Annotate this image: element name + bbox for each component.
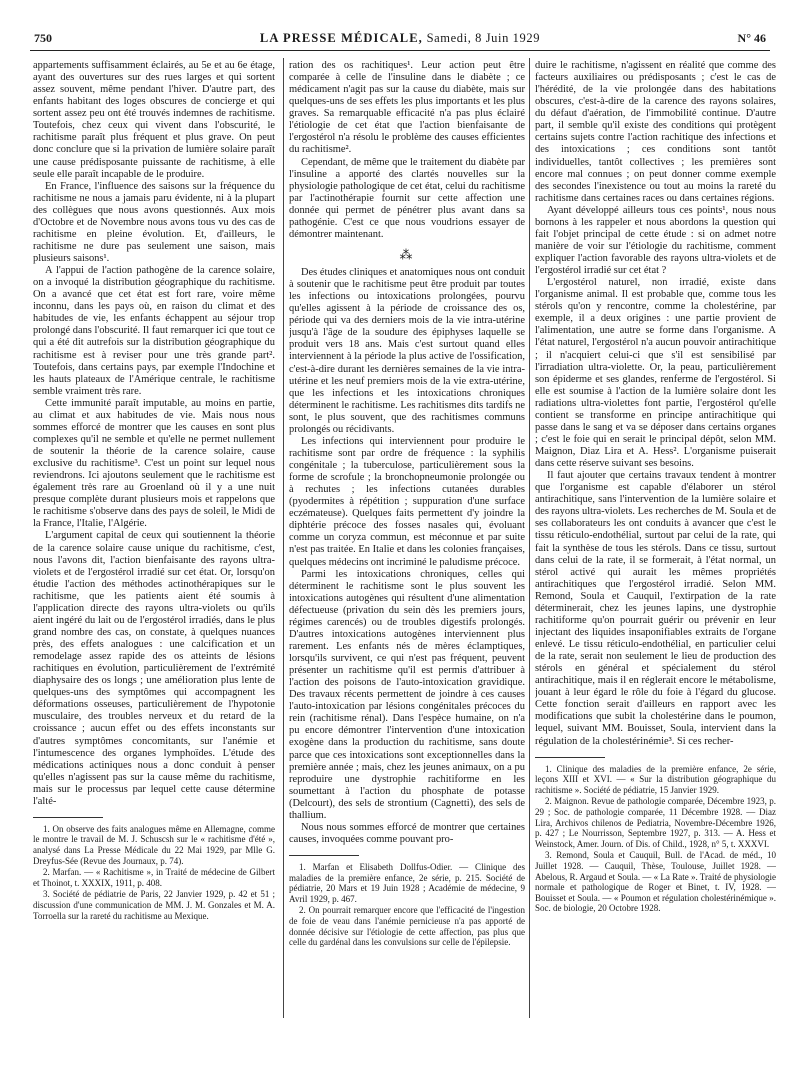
paragraph: L'argument capital de ceux qui soutiennent la théorie de la carence solaire cause unique du rachitisme, c'est, nous l'avons dit, l'action bienfaisante des rayons ultra-violets et de l'ergostérol irradié sur cet état. Or, lorsqu'on étudie l'action des méthodes actinothérapiques sur le rachitisme, que les patients aient été soumis à l'application directe des rayons ultra-violets ou qu'ils aient ingéré du lait ou de l'ergostérol irradiés, dans le plus grand nombre des cas, on constate, à quelques nuances près, des effets analogues : une calcification et un remodelage assez rapide des os atteints de lésions rachitiques en évolution, particulièrement de l'extrémité diaphysaire des os longs ; une amélioration plus lente de quelques-uns des symptômes qui accompagnent les déformations osseuses, particulièrement de l'hypotonie musculaire, des troubles nerveux et du retard de la croissance ; aucun effet ou des effets inconstants sur d'autres symptômes concomitants, sur l'anémie et l'intumescence des organes lymphoïdes. L'étude des médications actiniques nous a donc conduit à penser qu'elles n'agissent pas sur la cause même du rachitisme, mais sur le processus par lequel cette cause détermine l'alté- (33, 530, 275, 807)
footnote: 1. Clinique des maladies de la première enfance, 2e série, leçons XIII et XVI. — « Sur la distribution géographique du rachitisme ». Société de pédiatrie, 15 Janvier 1929. (535, 763, 776, 795)
issue-date: Samedi, 8 Juin 1929 (426, 31, 541, 45)
header-rule (30, 50, 770, 51)
paragraph: ration des os rachitiques¹. Leur action peut être comparée à celle de l'insuline dans le diabète ; ce médicament n'agit pas sur la cause du diabète, mais sur quelques-uns de ses effets les plus importants et les plus graves. Sa remarquable efficacité n'a pas plus éclairé l'étiologie de cet état que l'action bienfaisante de l'ergostérol n'a résolu le problème des causes efficientes du rachitisme². (289, 60, 525, 156)
footnote: 2. Maignon. Revue de pathologie comparée, Décembre 1923, p. 29 ; Soc. de pathologie comparée, 11 Décembre 1928. — Diaz Lira, Archivos chilenos de Pediatria, Novembre-Décembre 1926, p. 427 ; Le Nourrisson, Septembre 1927, p. 313. — A. Hess et Weinstock, Amer. Journ. of Dis. of Child., 1928, n° 5, t. XXXVI. (535, 796, 776, 849)
paragraph: L'ergostérol naturel, non irradié, existe dans l'organisme animal. Il est probable que, comme tous les stérols qu'on y rencontre, comme la cholestérine, par exemple, il a deux origines : une partie provient de l'alimentation, une autre se forme dans l'organisme. A l'état naturel, l'ergostérol n'a aucun pouvoir antirachitique ; il n'acquiert celui-ci que s'il est sensibilisé par l'irradiation ultra-violette. Or, la peau, particulièrement son épiderme et ses glandes, renferme de l'ergostérol. Si elle est soumise à l'action de la lumière solaire dont les radiations ultra-violettes font partie, l'ergostérol qu'elle contient se transforme en principe antirachitique qui passe dans le sang et va se déposer dans certains organes ; c'est le foie qui en serait le principal dépôt, selon MM. Maignon, Diaz Lira et A. Hess². L'organisme puiserait dans cette réserve suivant ses besoins. (535, 277, 776, 470)
footnote-rule (33, 817, 103, 818)
paragraph: Parmi les intoxications chroniques, celles qui déterminent le rachitisme sont le plus souvent les intoxications autogènes qui résultent d'une alimentation défectueuse (privation du sein dès les premiers jours, régimes carencés) ou de troubles digestifs prolongés. D'autres intoxications autogènes interviennent plus rarement. Les enfants nés de mères éclamptiques, lorsqu'ils survivent, ce qui n'est pas fréquent, peuvent présenter un rachitisme qu'il est permis d'attribuer à l'action des poisons de l'auto-intoxication gravidique. Des travaux récents permettent de joindre à ces causes l'auto-intoxication par lésions congénitales précoces du rein (rachitisme rénal). Dans l'espèce humaine, on n'a pu encore démontrer l'intervention d'une intoxication exogène dans la production du rachitisme, sans doute parce que ces intoxications sont exceptionnelles dans la première année ; mais, chez les jeunes animaux, on a pu reproduire une dystrophie rachitiforme en les soumettant à l'action du phosphate de potasse (Delcourt), des sels de strontium (Cagnetti), des sels de thallium. (289, 568, 525, 821)
text-column-3 (535, 60, 776, 1050)
issue-number: N° 46 (737, 31, 766, 45)
text-column-2 (289, 60, 525, 1050)
paragraph: Nous nous sommes efforcé de montrer que certaines causes, invoquées comme pouvant pro- (289, 821, 525, 845)
paragraph: duire le rachitisme, n'agissent en réalité que comme des facteurs auxiliaires ou prédisposants ; c'est le cas de l'hérédité, de la vie prolongée dans des habitations obscures, c'est-à-dire de la carence des rayons solaires, du défaut d'aération, de l'immobilité continue. D'autre part, il semble qu'il existe des conditions qui protègent certains sujets contre l'action rachitique des infections et des intoxications ; ces conditions sont tantôt individuelles, tantôt collectives ; les premières sont encore mal connues ; on peut donner comme exemple des secondes l'inexistence ou tout au moins la rareté du rachitisme dans certaines races ou dans certaines régions. (535, 60, 776, 204)
paragraph: En France, l'influence des saisons sur la fréquence du rachitisme ne nous a jamais paru évidente, ni à la plupart des collègues que nous avons questionnés. Aux mois d'Octobre et de Novembre nous avons tous vu des cas de rachitisme en pleine évolution. Et, d'ailleurs, le rachitisme ne dure pas seulement une saison, mais plusieurs saisons¹. (33, 180, 275, 264)
footnote: 2. Marfan. — « Rachitisme », in Traité de médecine de Gilbert et Thoinot, t. XXXIX, 1911, p. 408. (33, 867, 275, 888)
footnote-rule (535, 757, 605, 758)
paragraph: Cependant, de même que le traitement du diabète par l'insuline a apporté des clartés nouvelles sur la physiologie pathologique de cet état, celui du rachitisme par l'actinothérapie fournit sur cette affection une donnée qui permet de pénétrer plus avant dans sa pathogénie. C'est ce que nous voudrions essayer de démontrer maintenant. (289, 156, 525, 240)
paragraph: A l'appui de l'action pathogène de la carence solaire, on a invoqué la distribution géographique du rachitisme. On a avancé que cet état est fort rare, voire même inconnu, dans les pays où, en raison du climat et des habitudes de vie, les enfants échappent au séjour trop prolongé dans l'obscurité. Il faut remarquer ici que tout ce qui a été dit autrefois sur la distribution géographique du rachitisme est à reviser pour une très grande part². Toutefois, dans certains pays, par exemple l'Indochine et les hauts plateaux de l'Amérique centrale, le rachitisme semble vraiment très rare. (33, 265, 275, 397)
page-number: 750 (34, 31, 52, 45)
paragraph: Il faut ajouter que certains travaux tendent à montrer que l'organisme est capable d'élaborer un stérol antirachitique, sans l'intervention de la lumière solaire et des rayons ultra-violets. Les recherches de M. Soula et de ses collaborateurs les ont conduits à avancer que c'est le tissu réticulo-endothélial, surtout par celui de la rate, qui fait la synthèse de tous les stérols. Dans ce tissu, surtout dans celui de la rate, il se formerait, à l'état normal, un stérol activé qui aurait les mêmes propriétés antirachitiques que l'ergostérol irradié. Selon MM. Remond, Soula et Cauquil, l'extirpation de la rate déterminerait, chez les jeunes lapins, une dystrophie rachitiforme qu'on pourrait guérir ou prévenir en leur injectant des liquides insaponifiables extraits de l'organe enlevé. Le tissu réticulo-endothélial, en particulier celui de la rate, serait non seulement le lieu de production des stérols en général et spécialement du stérol antirachitique, mais il en réglerait encore le métabolisme, jouant à leur égard le rôle du foie à l'égard du glucose. Cette fonction serait d'ailleurs en rapport avec les modifications que subit la cholestérine dans le poumon, lequel, suivant MM. Bouisset, Soula, intervient dans la régulation de la cholestérinémie³. Si ces recher- (535, 470, 776, 747)
text-column-1 (33, 60, 275, 1050)
footnote: 3. Société de pédiatrie de Paris, 22 Janvier 1929, p. 42 et 51 ; discussion d'une communication de MM. J. M. Gonzales et M. A. Torroella sur la rareté du rachitisme au Mexique. (33, 889, 275, 921)
footnote-rule (289, 855, 359, 856)
page-header (30, 31, 770, 47)
paragraph: Cette immunité paraît imputable, au moins en partie, au climat et aux habitudes de vie. Mais nous nous sommes efforcé de montrer que les causes en sont plus complexes qu'il ne semble et qu'elle ne permet nullement de soutenir la théorie de la carence solaire, cause exclusive du rachitisme³. C'est un point sur lequel nous reviendrons. Ici ajoutons seulement que le rachitisme est également très rare au Groenland où il y a une nuit presque complète durant plusieurs mois et rappelons que le rachitisme s'observe dans des pays de soleil, le Midi de la France, l'Italie, l'Algérie. (33, 397, 275, 530)
column-divider (529, 58, 530, 1018)
column-divider (283, 58, 284, 1018)
paragraph: appartements suffisamment éclairés, au 5e et au 6e étage, ayant des ouvertures sur des rues larges et qui sortent assez souvent, même pendant l'hiver. D'autre part, des enfants habitant des loges obscures de concierge et qui sortent assez peu ont été trouvés indemnes de rachitisme. Toutefois, chez ceux qui vivent dans l'obscurité, le rachitisme paraît plus fréquent et plus grave. On peut donc conclure que si la privation de lumière solaire paraît une cause prédisposante puissante de rachitisme, à elle seule elle paraît incapable de le produire. (33, 60, 275, 180)
paragraph: Des études cliniques et anatomiques nous ont conduit à soutenir que le rachitisme peut être produit par toutes les infections ou intoxications prolongées, pourvu qu'elles agissent à la période de croissance des os, période qui va des derniers mois de la vie intra-utérine jusqu'à l'âge de la soudure des épiphyses laquelle se produit vers 18 ans. Mais c'est surtout quand elles interviennent à la période la plus active de l'ossification, c'est-à-dire durant les dernières semaines de la vie intra-utérine et les neuf premiers mois de la vie extra-utérine, que les infections et les intoxications chroniques déterminent le rachitisme. Les rachitismes dits tardifs ne sont, le plus souvent, que des rachitismes communs prolongés ou récidivants. (289, 267, 525, 435)
footnote: 3. Remond, Soula et Cauquil, Bull. de l'Acad. de méd., 10 Juillet 1928. — Cauquil, Thèse, Toulouse, Juillet 1928. — Abelous, R. Argaud et Soula. — « La Rate ». Traité de physiologie normale et pathologique de Roger et Binet, t. IV, 1928. — Bouisset et Soula. — « Poumon et régulation cholestérinémique ». Soc. de biologie, 20 Octobre 1928. (535, 850, 776, 914)
paragraph: Ayant développé ailleurs tous ces points¹, nous nous bornons à les rappeler et nous abordons la question qui fait l'objet principal de cette étude : si on admet notre manière de voir sur l'étiologie du rachitisme, comment expliquer l'action favorable des rayons ultra-violets et de l'ergostérol irradié sur cet état ? (535, 204, 776, 277)
section-separator: ⁂ (399, 246, 415, 262)
paragraph: Les infections qui interviennent pour produire le rachitisme sont par ordre de fréquence : la syphilis congénitale ; la tuberculose, particulièrement sous la forme de scrofule ; la bronchopneumonie prolongée ou à rechutes ; les infections cutanées durables (pyodermites à répétition ; suppuration d'une surface eczémateuse). Quelques faits permettent d'y joindre la diphtérie précoce des fosses nasales qui, évoluant comme un coryza commun, est méconnue et par suite n'est pas traitée. En Italie et dans les colonies françaises, quelques médecins ont incriminé le paludisme précoce. (289, 435, 525, 568)
journal-title: LA PRESSE MÉDICALE, (259, 31, 423, 45)
running-title (30, 31, 770, 46)
footnote: 1. Marfan et Elisabeth Dollfus-Odier. — Clinique des maladies de la première enfance, 2e série, p. 215. Société de pédiatrie, 20 Mars et 19 Juin 1928 ; Académie de médecine, 9 Avril 1929, p. 467. (289, 862, 525, 904)
footnote: 1. On observe des faits analogues même en Allemagne, comme le montre le travail de M. J. Schuscsh sur le « rachitisme d'été », analysé dans La Presse Médicale du 22 Mai 1929, par Mlle G. Dreyfus-Sée (Revue des Journaux, p. 74). (33, 823, 275, 866)
footnote: 2. On pourrait remarquer encore que l'efficacité de l'ingestion de foie de veau dans l'anémie pernicieuse n'a pas apporté de donnée décisive sur l'étiologie de cette affection, pas plus que celle du gardénal dans les convulsions sur celle de l'épilepsie. (289, 905, 525, 948)
